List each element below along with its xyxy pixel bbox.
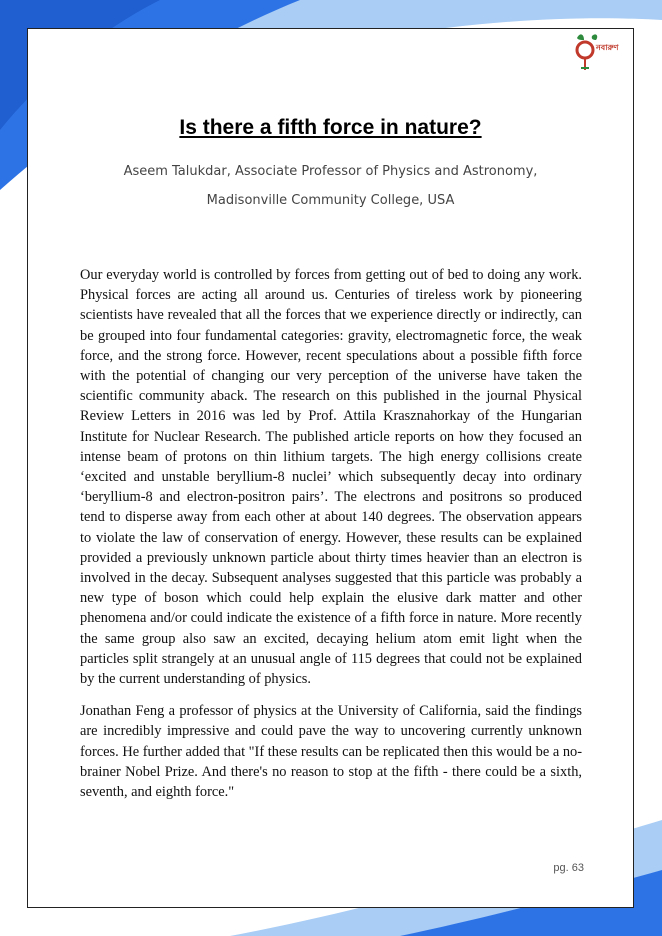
author-line-1: Aseem Talukdar, Associate Professor of Physics and Astronomy, [123,164,538,179]
logo-text: নবারুণ [596,43,619,52]
body-paragraph-2: Jonathan Feng a professor of physics at the University of California, said the findings are incredibly impressive and could pave the way to uncovering currently unknown forces. He further added that "If these results can be replicated then this would be a no-brainer Nobel Prize. And there's no reason to stop at the fifth - there could be a sixth, seventh, and eighth force." [80,703,582,801]
article-title: Is there a fifth force in nature? [179,116,482,139]
magazine-logo [572,30,628,72]
body-paragraph-1: Our everyday world is controlled by forces from getting out of bed to doing any work. Physical forces are acting all around us. Centuries of tireless work by pioneering scientists have revealed that all the forces that we experience directly or indirectly, can be grouped into four fundamental categories: gravity, electromagnetic force, the weak force, and the strong force. However, recent speculations about a possible fifth force with the potential of changing our very perception of the universe have taken the scientific community aback. The research on this published in the journal Physical Review Letters in 2016 was led by Prof. Attila Krasznahorkay of the Hungarian Institute for Nuclear Research. The published article reports on how they focused an intense beam of protons on thin lithium targets. The high energy collisions create ‘excited and unstable beryllium-8 nuclei’ which subsequently decay into ordinary ‘beryllium-8 and electron-positron pairs’. The electrons and positrons so produced tend to disperse away from each other at about 140 degrees. The observation appears to violate the law of conservation of energy. However, these results can be explained provided a previously unknown particle about thirty times heavier than an electron is involved in the decay. Subsequent analyses suggested that this particle was probably a new type of boson which could help explain the elusive dark matter and other phenomena and/or could indicate the existence of a fifth force in nature. More recently the same group also saw an excited, decaying helium atom emit light when the particles split strangely at an unusual angle of 115 degrees that could not be explained by the current understanding of physics. [80,267,582,688]
page-number: pg. 63 [553,862,584,874]
article-body [80,265,582,814]
author-line-2: Madisonville Community College, USA [206,193,455,208]
